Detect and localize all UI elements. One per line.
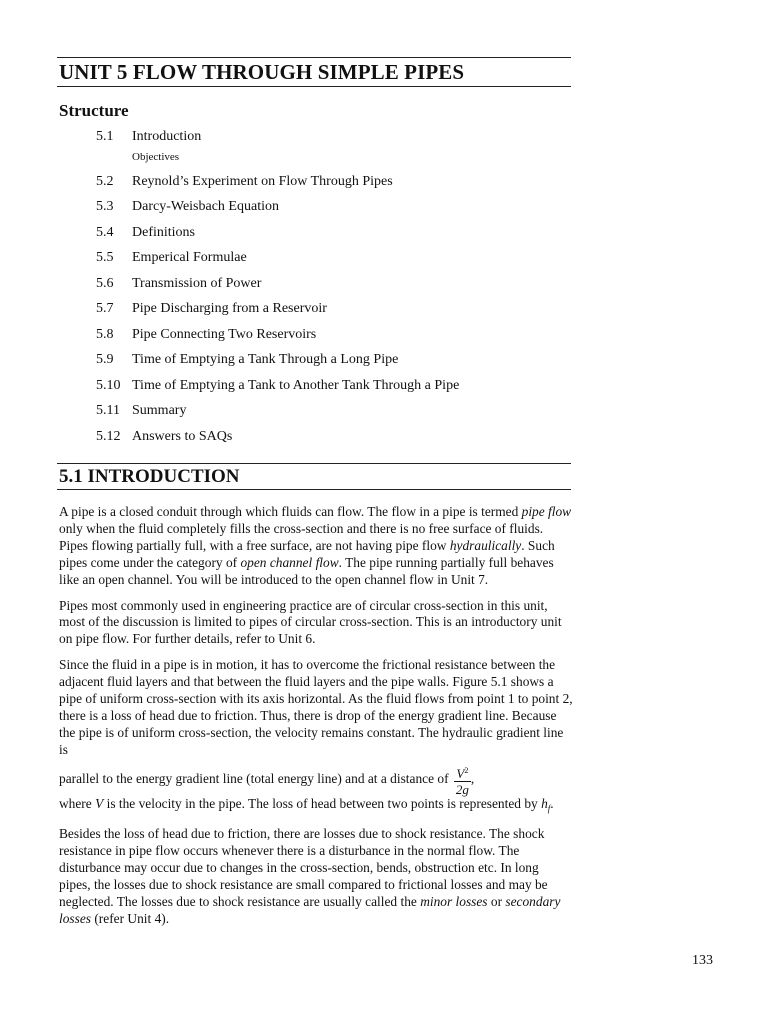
equation-line	[59, 759, 573, 796]
text-run: Besides the loss of head due to friction, there are losses due to shock resistance. The shock resistance in pipe flow occurs whenever there is a disturbance in the normal flow. The disturbance may occur due to changes in the cross-section, bends, obstruction etc. In long pipes, the losses due to shock resistance are small compared to frictional losses and may be neglected. The losses due to shock resistance are usually called the	[59, 826, 548, 909]
numerator-exponent: 2	[464, 765, 469, 775]
paragraph-3	[59, 657, 573, 758]
text-run: Since the fluid in a pipe is in motion, it has to overcome the frictional resistance between the adjacent fluid layers and that between the fluid layers and the pipe walls. Figure 5.1 shows a pipe of uniform cross-section with its axis horizontal. As the fluid flows from point 1 to point 2, there is a loss of head due to friction. Thus, there is drop of the energy gradient line. Because the pipe is of uniform cross-section, the velocity remains constant. The hydraulic gradient line is	[59, 657, 573, 757]
subscript: f	[547, 803, 551, 814]
toc-number: 5.8	[96, 326, 114, 342]
italic-symbol: h	[541, 795, 548, 811]
toc-number: 5.2	[96, 173, 114, 189]
toc-item-5-7[interactable]	[96, 299, 576, 325]
toc-text: Darcy-Weisbach Equation	[132, 199, 279, 214]
text-run: . Such pipes come under the category of	[59, 537, 555, 570]
toc-text: Transmission of Power	[132, 275, 262, 291]
italic-term: pipe flow	[521, 504, 572, 519]
toc-number: 5.1	[96, 129, 114, 144]
toc-text: Summary	[132, 403, 187, 418]
toc-subitem-objectives[interactable]: Objectives	[132, 150, 180, 163]
fraction-denominator: 2g	[455, 781, 469, 797]
title-underline	[57, 86, 571, 87]
toc-number: 5.9	[96, 352, 114, 367]
paragraph-1	[59, 504, 573, 589]
text-run: . The pipe running partially full behaves like an open channel. You will be introduced to the open channel flow in Unit 7.	[59, 554, 554, 587]
toc-item-5-3[interactable]	[96, 197, 576, 223]
text-run: (refer Unit 4).	[91, 910, 170, 926]
toc-text: Pipe Discharging from a Reservoir	[132, 301, 327, 316]
toc-number: 5.12	[96, 428, 121, 444]
toc-number: 5.7	[96, 301, 114, 316]
paragraph-3-cont	[59, 796, 573, 818]
toc-text: Definitions	[132, 224, 195, 240]
paragraph-4	[59, 826, 573, 927]
italic-term: minor losses	[420, 893, 488, 909]
toc-item-5-11[interactable]	[96, 401, 576, 427]
toc-text: Introduction	[132, 129, 202, 144]
body-text	[59, 504, 573, 937]
toc-item-5-10[interactable]	[96, 376, 576, 402]
toc-item-5-9[interactable]	[96, 350, 576, 376]
text-run: ,	[470, 770, 475, 786]
toc-text: Emperical Formulae	[132, 250, 247, 265]
text-run: where	[59, 795, 96, 811]
italic-term: secondary losses	[59, 893, 561, 926]
text-run: A pipe is a closed conduit through which fluids can flow. The flow in a pipe is termed	[59, 504, 522, 519]
italic-symbol: V	[95, 795, 104, 811]
section-underline	[57, 489, 571, 490]
section-top-rule	[57, 463, 571, 464]
section-heading: 5.1 INTRODUCTION	[59, 466, 240, 487]
toc-number: 5.4	[96, 224, 114, 240]
toc-text: Time of Emptying a Tank Through a Long Pipe	[132, 352, 399, 367]
text-run: or	[487, 893, 506, 909]
numerator-text: V	[456, 765, 465, 781]
toc-item-5-4[interactable]	[96, 223, 576, 249]
toc-number: 5.10	[96, 377, 121, 393]
toc-text: Time of Emptying a Tank to Another Tank Through a Pipe	[132, 377, 460, 393]
italic-term: open channel flow	[240, 554, 339, 570]
page-number: 133	[692, 953, 713, 968]
toc-item-5-5[interactable]	[96, 248, 576, 274]
text-run: .	[550, 795, 554, 811]
toc-item-5-8[interactable]	[96, 325, 576, 351]
top-rule	[57, 57, 571, 58]
toc-text: Reynold’s Experiment on Flow Through Pipes	[132, 173, 393, 189]
toc-number: 5.5	[96, 250, 114, 265]
toc-number: 5.3	[96, 199, 114, 214]
toc-item-5-2[interactable]	[96, 172, 576, 198]
unit-title: UNIT 5 FLOW THROUGH SIMPLE PIPES	[59, 60, 465, 84]
text-run: is the velocity in the pipe. The loss of head between two points is represented by	[103, 795, 542, 811]
toc-text: Pipe Connecting Two Reservoirs	[132, 326, 317, 342]
text-run: parallel to the energy gradient line (total energy line) and at a distance of	[59, 770, 452, 786]
italic-term: hydraulically	[449, 537, 522, 553]
toc-text: Answers to SAQs	[132, 428, 233, 444]
paragraph-2: Pipes most commonly used in engineering practice are of circular cross-section in this unit, most of the discussion is limited to pipes of circular cross-section. This is an introductory unit on pipe flow. For further details, refer to Unit 6.	[59, 597, 562, 647]
text-run: only when the fluid completely fills the cross-section and there is no free surface of fluids. Pipes flowing partially full, with a free surface, are not having pipe flow	[59, 520, 544, 553]
fraction-numerator	[454, 763, 471, 782]
toc-number: 5.6	[96, 275, 114, 291]
structure-heading: Structure	[59, 101, 129, 120]
table-of-contents	[96, 127, 576, 452]
toc-item-5-6[interactable]	[96, 274, 576, 300]
toc-number: 5.11	[96, 403, 120, 418]
velocity-head-fraction	[454, 763, 471, 797]
toc-item-5-12[interactable]	[96, 427, 576, 453]
